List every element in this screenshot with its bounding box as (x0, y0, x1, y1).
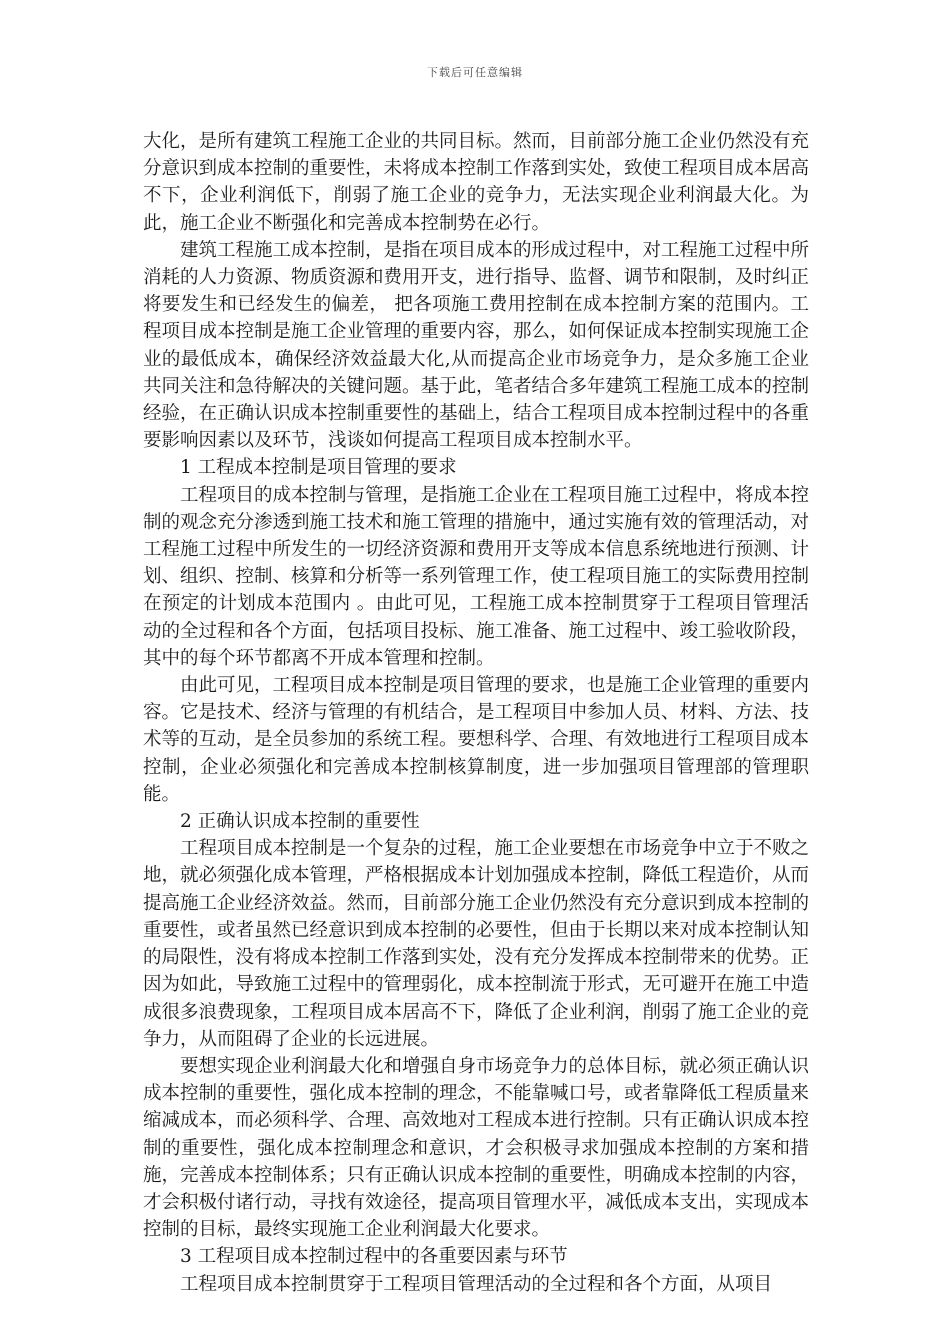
paragraph-intro-continued: 大化，是所有建筑工程施工企业的共同目标。然而，目前部分施工企业仍然没有充分意识到成本控制的重要性，未将成本控制工作落到实处，致使工程项目成本居高不下，企业利润低下，削弱了施工企业的竞争力，无法实现企业利润最大化。为此，施工企业不断强化和完善成本控制势在必行。 (143, 131, 810, 234)
section-heading-2: 2 正确认识成本控制的重要性 (180, 811, 420, 833)
page-header: 下载后可任意编辑 (427, 66, 523, 79)
paragraph-section1-a: 工程项目的成本控制与管理，是指施工企业在工程项目施工过程中，将成本控制的观念充分渗透到施工技术和施工管理的措施中，通过实施有效的管理活动，对工程施工过程中所发生的一切经济资源和费用开支等成本信息系统地进行预测、计划、组织、控制、核算和分析等一系列管理工作，使工程项目施工的实际费用控制在预定的计划成本范围内 。由此可见，工程施工成本控制贯穿于工程项目管理活动的全过程和各个方面，包括项目投标、施工准备、施工过程中、竣工验收阶段，其中的每个环节都离不开成本管理和控制。 (143, 484, 810, 669)
document-body (143, 128, 809, 1298)
paragraph-section3-a: 工程项目成本控制贯穿于工程项目管理活动的全过程和各个方面，从项目 (180, 1273, 773, 1295)
paragraph-section2-b: 要想实现企业利润最大化和增强自身市场竞争力的总体目标，就必须正确认识成本控制的重要性，强化成本控制的理念，不能靠喊口号，或者靠降低工程质量来缩减成本，而必须科学、合理、高效地对工程成本进行控制。只有正确认识成本控制的重要性，强化成本控制理念和意识，才会积极寻求加强成本控制的方案和措施，完善成本控制体系；只有正确认识成本控制的重要性，明确成本控制的内容，才会积极付诸行动，寻找有效途径，提高项目管理水平，减低成本支出，实现成本控制的目标，最终实现施工企业利润最大化要求。 (143, 1055, 810, 1241)
paragraph-section2-a: 工程项目成本控制是一个复杂的过程，施工企业要想在市场竞争中立于不败之地，就必须强化成本管理，严格根据成本计划加强成本控制，降低工程造价，从而提高施工企业经济效益。然而，目前部分施工企业仍然没有充分意识到成本控制的重要性，或者虽然已经意识到成本控制的必要性，但由于长期以来对成本控制认知的局限性，没有将成本控制工作落到实处，没有充分发挥成本控制带来的优势。正因为如此，导致施工过程中的管理弱化，成本控制流于形式，无可避开在施工中造成很多浪费现象，工程项目成本居高不下，降低了企业利润，削弱了施工企业的竞争力，从而阻碍了企业的长远进展。 (143, 838, 810, 1050)
section-heading-3: 3 工程项目成本控制过程中的各重要因素与环节 (180, 1246, 568, 1268)
paragraph-section1-b: 由此可见，工程项目成本控制是项目管理的要求，也是施工企业管理的重要内容。它是技术、经济与管理的有机结合，是工程项目中参加人员、材料、方法、技术等的互动，是全员参加的系统工程。要想科学、合理、有效地进行工程项目成本控制，企业必须强化和完善成本控制核算制度，进一步加强项目管理部的管理职能。 (143, 675, 810, 805)
paragraph-definition: 建筑工程施工成本控制，是指在项目成本的形成过程中，对工程施工过程中所消耗的人力资源、物质资源和费用开支，进行指导、监督、调节和限制，及时纠正将要发生和已经发生的偏差， 把各项施工费用控制在成本控制方案的范围内。工程项目成本控制是施工企业管理的重要内容，那么，如何保证成本控制实现施工企业的最低成本，确保经济效益最大化,从而提高企业市场竞争力，是众多施工企业共同关注和急待解决的关键问题。基于此，笔者结合多年建筑工程施工成本的控制经验，在正确认识成本控制重要性的基础上，结合工程项目成本控制过程中的各重要影响因素以及环节，浅谈如何提高工程项目成本控制水平。 (143, 239, 810, 452)
section-heading-1: 1 工程成本控制是项目管理的要求 (180, 457, 457, 479)
